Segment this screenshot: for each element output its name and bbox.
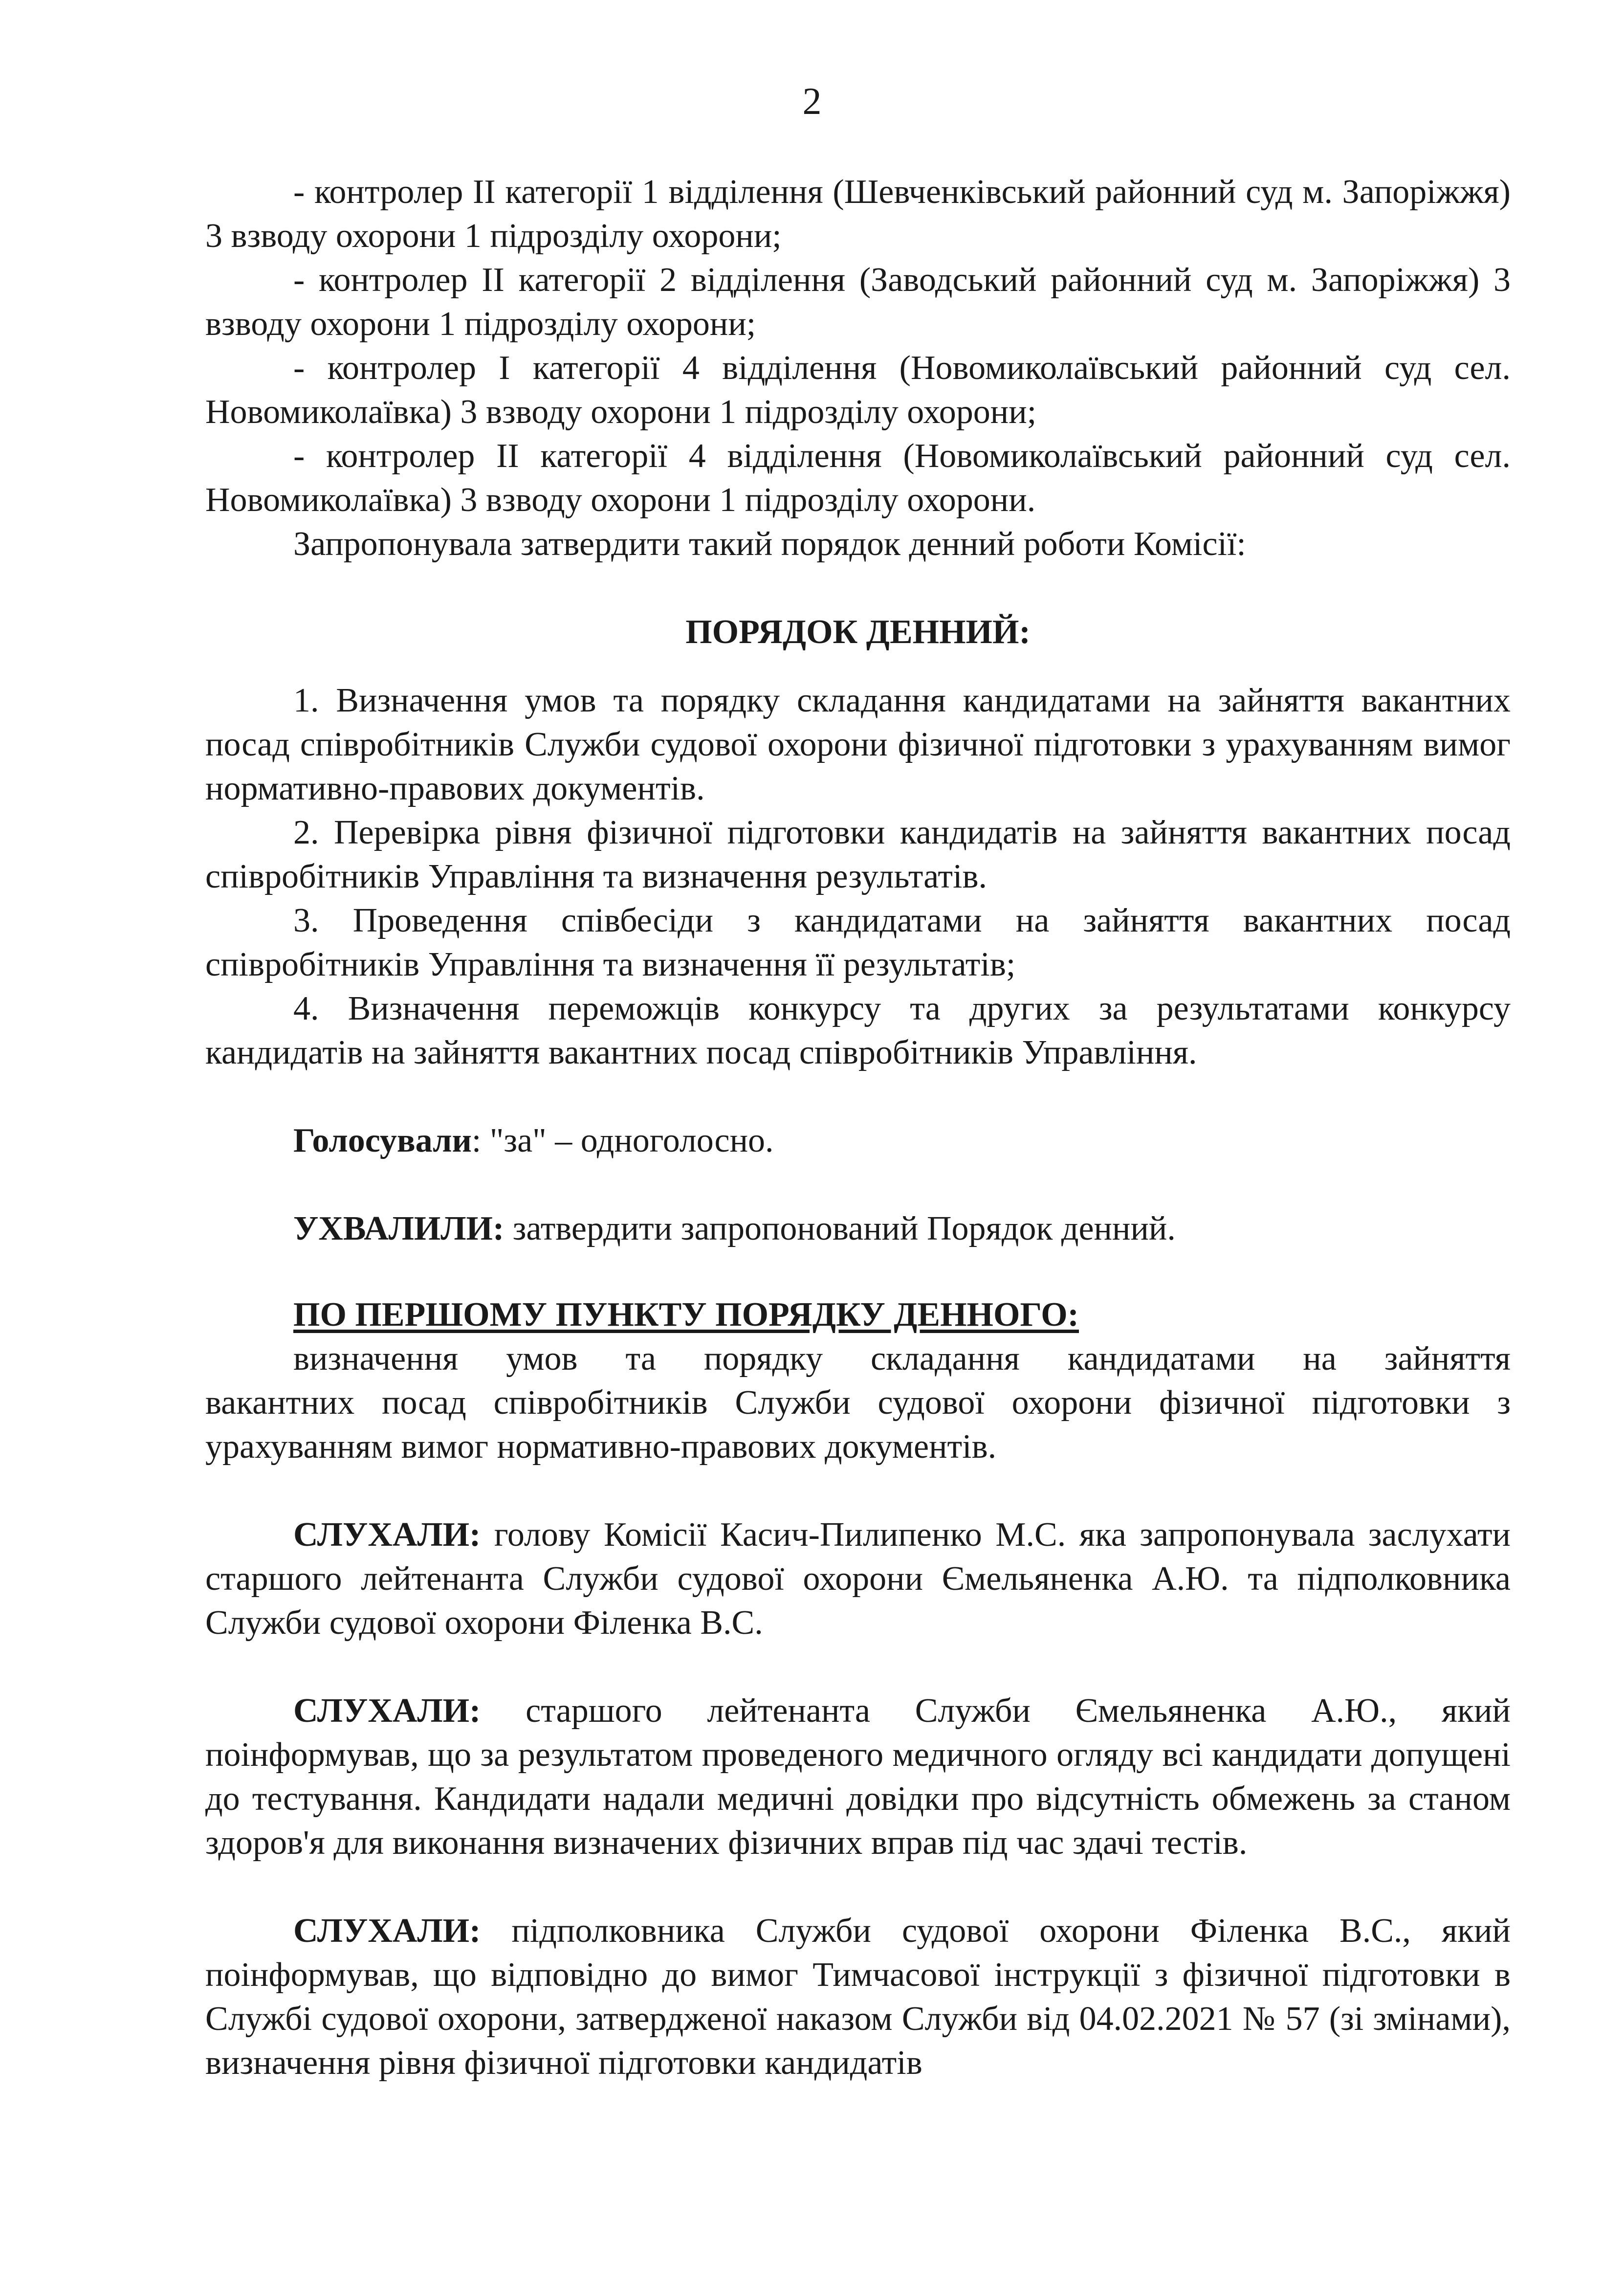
- resolution-text: затвердити запропонований Порядок денний.: [504, 1210, 1176, 1247]
- heard-1-label: СЛУХАЛИ:: [293, 1516, 481, 1554]
- agenda-item-3: 3. Проведення співбесіди з кандидатами на зайняття вакантних посад співробітників Управління та визначення її результатів;: [205, 902, 1511, 983]
- first-item-text: [205, 1337, 1511, 1469]
- heard-2-text: старшого лейтенанта Служби Ємельяненка А.Ю., який поінформував, що за результатом проведеного медичного огляду всі кандидати допущені до тестування. Кандидати надали медичні довідки про відсутність обмежень за станом здоров'я для виконання визначених фізичних вправ під час здачі тестів.: [205, 1692, 1511, 1862]
- document-body: [205, 170, 1511, 2085]
- proposal-text: Запропонувала затвердити такий порядок денний роботи Комісії:: [293, 525, 1246, 563]
- first-item-text-line1: визначення умов та порядку складання кандидатами на зайняття: [293, 1340, 1511, 1378]
- heard-2-label: СЛУХАЛИ:: [293, 1692, 481, 1730]
- agenda-item-2: 2. Перевірка рівня фізичної підготовки кандидатів на зайняття вакантних посад співробітників Управління та визначення результатів.: [205, 814, 1511, 895]
- heard-3-text: підполковника Служби судової охорони Філенка В.С., який поінформував, що відповідно до вимог Тимчасової інструкції з фізичної підготовки в Службі судової охорони, затвердженої наказом Служби від 04.02.2021 № 57 (зі змінами), визначення рівня фізичної підготовки кандидатів: [205, 1912, 1511, 2082]
- heard-2: [205, 1689, 1511, 1865]
- agenda-heading: ПОРЯДОК ДЕННИЙ:: [685, 613, 1031, 651]
- first-item-heading: ПО ПЕРШОМУ ПУНКТУ ПОРЯДКУ ДЕННОГО:: [293, 1296, 1079, 1334]
- position-item-1: - контролер ІІ категорії 1 відділення (Шевченківський районний суд м. Запоріжжя) 3 взводу охорони 1 підрозділу охорони;: [205, 173, 1511, 255]
- position-item-4: - контролер ІІ категорії 4 відділення (Новомиколаївський районний суд сел. Новомиколаївка) 3 взводу охорони 1 підрозділу охорони.: [205, 437, 1511, 519]
- heard-1: [205, 1513, 1511, 1645]
- agenda-item-1: 1. Визначення умов та порядку складання кандидатами на зайняття вакантних посад співробітників Служби судової охорони фізичної підготовки з урахуванням вимог нормативно-правових документів.: [205, 682, 1511, 807]
- vote-result: [205, 1119, 1511, 1163]
- heard-3: [205, 1909, 1511, 2085]
- vote-label: Голосували: [293, 1122, 472, 1159]
- agenda-item-4: 4. Визначення переможців конкурсу та других за результатами конкурсу кандидатів на зайняття вакантних посад співробітників Управління.: [205, 990, 1511, 1071]
- page-number: 2: [802, 80, 822, 122]
- resolution-label: УХВАЛИЛИ:: [293, 1210, 505, 1247]
- position-item-2: - контролер ІІ категорії 2 відділення (Заводський районний суд м. Запоріжжя) 3 взводу охорони 1 підрозділу охорони;: [205, 261, 1511, 343]
- resolution: [205, 1207, 1511, 1251]
- heard-1-text: голову Комісії Касич-Пилипенко М.С. яка запропонувала заслухати старшого лейтенанта Служби судової охорони Ємельяненка А.Ю. та підполковника Служби судової охорони Філенка В.С.: [205, 1516, 1511, 1642]
- position-item-3: - контролер І категорії 4 відділення (Новомиколаївський районний суд сел. Новомиколаївка) 3 взводу охорони 1 підрозділу охорони;: [205, 349, 1511, 431]
- vote-text: : "за" – одноголосно.: [471, 1122, 774, 1159]
- heard-3-label: СЛУХАЛИ:: [293, 1912, 481, 1950]
- first-item-text-rest: вакантних посад співробітників Служби судової охорони фізичної підготовки з урахуванням вимог нормативно-правових документів.: [205, 1384, 1511, 1466]
